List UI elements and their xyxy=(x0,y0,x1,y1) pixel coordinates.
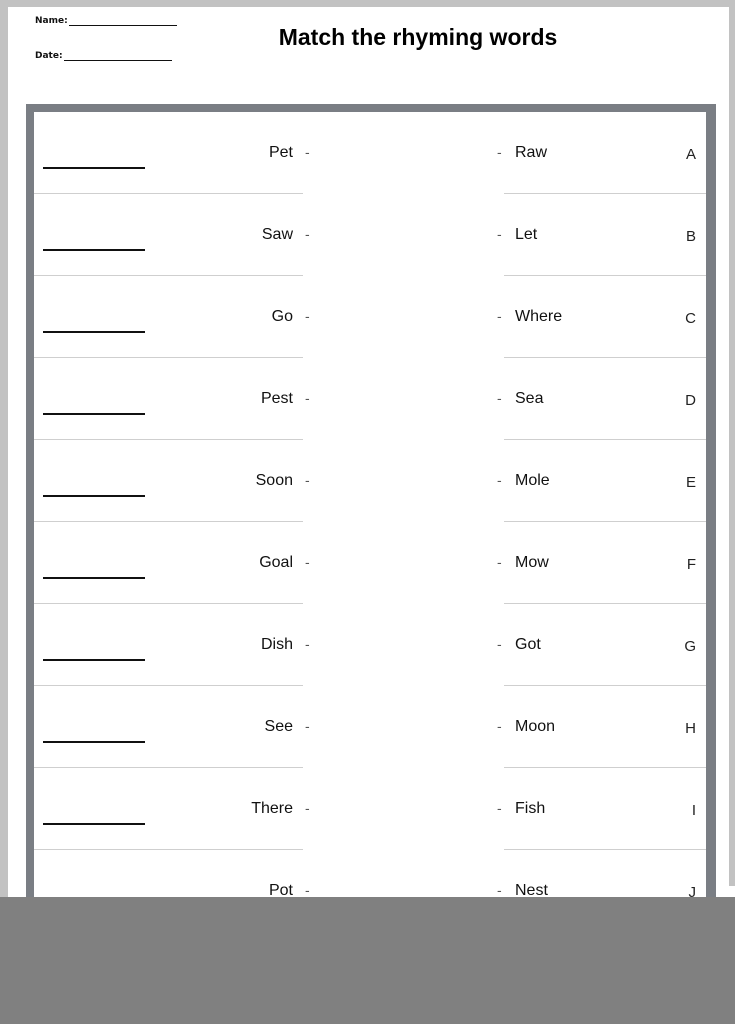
left-word: There xyxy=(251,800,293,817)
right-dash: - xyxy=(497,308,502,324)
worksheet-title: Match the rhyming words xyxy=(278,24,558,50)
table-row xyxy=(34,604,706,686)
left-dash: - xyxy=(305,800,310,816)
left-dash: - xyxy=(305,554,310,570)
table-row xyxy=(34,522,706,604)
table-row xyxy=(34,686,706,768)
right-word: Fish xyxy=(515,800,546,817)
table-row xyxy=(34,276,706,358)
right-dash: - xyxy=(497,390,502,406)
answer-blank[interactable] xyxy=(43,741,145,743)
left-dash: - xyxy=(305,390,310,406)
right-word: Mole xyxy=(515,472,550,489)
left-dash: - xyxy=(305,882,310,897)
left-dash: - xyxy=(305,144,310,160)
left-dash: - xyxy=(305,718,310,734)
answer-blank[interactable] xyxy=(43,167,145,169)
table-row xyxy=(34,850,706,897)
answer-blank[interactable] xyxy=(43,577,145,579)
answer-blank[interactable] xyxy=(43,659,145,661)
left-word: Go xyxy=(271,308,293,325)
left-word: Dish xyxy=(260,636,293,653)
answer-blank[interactable] xyxy=(43,331,145,333)
left-word: Pot xyxy=(268,882,293,897)
option-letter: E xyxy=(685,474,696,491)
left-word: Saw xyxy=(261,226,293,243)
matching-table-frame xyxy=(26,104,716,897)
table-row xyxy=(34,358,706,440)
option-letter: J xyxy=(688,884,696,897)
matching-table xyxy=(34,112,706,897)
worksheet xyxy=(8,7,729,897)
answer-blank[interactable] xyxy=(43,413,145,415)
option-letter: H xyxy=(685,720,696,737)
option-letter: B xyxy=(685,228,696,245)
left-dash: - xyxy=(305,636,310,652)
right-word: Moon xyxy=(515,718,556,735)
left-dash: - xyxy=(305,226,310,242)
right-dash: - xyxy=(497,472,502,488)
answer-blank[interactable] xyxy=(43,823,145,825)
left-dash: - xyxy=(305,472,310,488)
right-dash: - xyxy=(497,554,502,570)
left-word: Soon xyxy=(255,472,293,489)
date-field[interactable] xyxy=(35,51,172,61)
right-word: Got xyxy=(515,636,541,653)
right-dash: - xyxy=(497,226,502,242)
answer-blank[interactable] xyxy=(43,495,145,497)
left-word: See xyxy=(264,718,293,735)
right-word: Raw xyxy=(515,144,548,161)
left-word: Pet xyxy=(268,144,293,161)
right-word: Sea xyxy=(515,390,544,407)
table-row xyxy=(34,768,706,850)
option-letter: I xyxy=(691,802,696,819)
date-blank-line[interactable] xyxy=(64,51,172,61)
right-dash: - xyxy=(497,882,502,897)
option-letter: D xyxy=(685,392,696,409)
right-word: Mow xyxy=(515,554,549,571)
option-letter: F xyxy=(686,556,696,573)
option-letter: C xyxy=(685,310,696,327)
option-letter: A xyxy=(685,146,696,163)
answer-blank[interactable] xyxy=(43,249,145,251)
right-dash: - xyxy=(497,144,502,160)
date-label: Date: xyxy=(35,51,63,61)
table-row xyxy=(34,194,706,276)
right-word: Nest xyxy=(515,882,548,897)
left-dash: - xyxy=(305,308,310,324)
table-row xyxy=(34,440,706,522)
left-word: Pest xyxy=(260,390,293,407)
table-row xyxy=(34,112,706,194)
left-word: Goal xyxy=(259,554,293,571)
name-label: Name: xyxy=(35,16,68,26)
option-letter: G xyxy=(684,638,696,655)
gray-footer-area xyxy=(0,897,735,1024)
right-word: Let xyxy=(515,226,538,243)
right-dash: - xyxy=(497,800,502,816)
right-dash: - xyxy=(497,718,502,734)
page-edge-mark xyxy=(723,886,735,897)
right-word: Where xyxy=(515,308,563,325)
right-dash: - xyxy=(497,636,502,652)
